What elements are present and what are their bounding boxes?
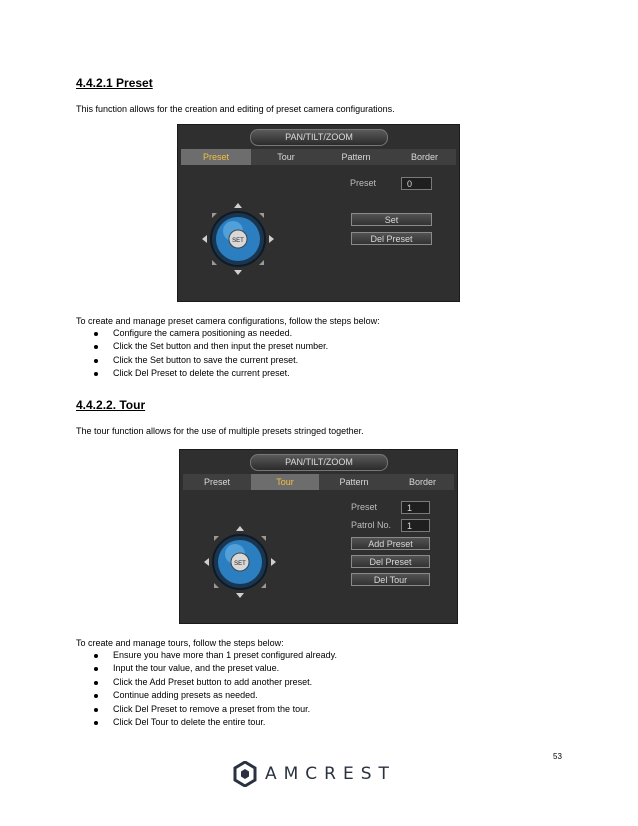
ptz-panel-tour	[179, 449, 458, 624]
arrow-down-left-icon[interactable]	[212, 260, 217, 265]
preset-label: Preset	[350, 178, 377, 188]
arrow-down-left-icon[interactable]	[214, 583, 219, 588]
preset-intro: This function allows for the creation and editing of preset camera configurations.	[76, 104, 395, 114]
del-tour-button[interactable]: Del Tour	[351, 573, 430, 586]
arrow-left-icon[interactable]	[204, 558, 209, 566]
arrow-up-right-icon[interactable]	[261, 536, 266, 541]
tour-intro: The tour function allows for the use of multiple presets stringed together.	[76, 426, 364, 436]
arrow-up-icon[interactable]	[236, 526, 244, 531]
arrow-right-icon[interactable]	[269, 235, 274, 243]
arrow-up-right-icon[interactable]	[259, 213, 264, 218]
set-button[interactable]: Set	[351, 213, 432, 226]
arrow-right-icon[interactable]	[271, 558, 276, 566]
preset-steps-intro: To create and manage preset camera configurations, follow the steps below:	[76, 316, 380, 326]
add-preset-button[interactable]: Add Preset	[351, 537, 430, 550]
list-item: Click the Set button and then input the preset number.	[76, 340, 328, 353]
patrol-number-field[interactable]: 1	[401, 519, 430, 532]
arrow-up-left-icon[interactable]	[212, 213, 217, 218]
tab-bar	[183, 474, 454, 490]
tab-pattern[interactable]: Pattern	[339, 477, 369, 487]
del-preset-button[interactable]: Del Preset	[351, 232, 432, 245]
list-item: Click Del Preset to delete the current preset.	[76, 367, 328, 380]
tab-border[interactable]: Border	[408, 477, 436, 487]
preset-steps-list	[76, 327, 328, 381]
list-item: Click the Add Preset button to add another preset.	[76, 676, 337, 689]
arrow-up-icon[interactable]	[234, 203, 242, 208]
preset-number-field[interactable]: 1	[401, 501, 430, 514]
tab-tour[interactable]: Tour	[251, 474, 319, 490]
arrow-down-icon[interactable]	[234, 270, 242, 275]
brand-name: AMCREST	[265, 764, 396, 784]
tab-bar	[181, 149, 456, 165]
tour-steps-list	[76, 649, 337, 729]
panel-title: PAN/TILT/ZOOM	[250, 454, 388, 471]
preset-number-field[interactable]: 0	[401, 177, 432, 190]
ptz-panel-preset	[177, 124, 460, 302]
tab-tour[interactable]: Tour	[277, 152, 295, 162]
list-item: Click the Set button to save the current preset.	[76, 354, 328, 367]
arrow-down-right-icon[interactable]	[259, 260, 264, 265]
list-item: Continue adding presets as needed.	[76, 689, 337, 702]
patrol-no-label: Patrol No.	[351, 520, 392, 530]
tab-preset[interactable]: Preset	[181, 149, 251, 165]
list-item: Click Del Preset to remove a preset from the tour.	[76, 703, 337, 716]
brand-logo	[233, 761, 396, 787]
list-item: Ensure you have more than 1 preset configured already.	[76, 649, 337, 662]
arrow-down-right-icon[interactable]	[261, 583, 266, 588]
set-center-label: SET	[234, 561, 246, 567]
del-preset-button[interactable]: Del Preset	[351, 555, 430, 568]
ptz-joystick[interactable]	[200, 201, 276, 277]
arrow-down-icon[interactable]	[236, 593, 244, 598]
tab-pattern[interactable]: Pattern	[341, 152, 371, 162]
set-center-label: SET	[232, 238, 244, 244]
arrow-left-icon[interactable]	[202, 235, 207, 243]
section-heading-tour: 4.4.2.2. Tour	[76, 398, 146, 412]
amcrest-logo-icon	[233, 761, 257, 787]
arrow-up-left-icon[interactable]	[214, 536, 219, 541]
panel-title: PAN/TILT/ZOOM	[250, 129, 388, 146]
tab-preset[interactable]: Preset	[203, 477, 230, 487]
list-item: Input the tour value, and the preset value.	[76, 662, 337, 675]
section-heading-preset: 4.4.2.1 Preset	[76, 76, 153, 90]
tab-border[interactable]: Border	[410, 152, 438, 162]
preset-label: Preset	[351, 502, 378, 512]
tour-steps-intro: To create and manage tours, follow the steps below:	[76, 638, 284, 648]
list-item: Configure the camera positioning as needed.	[76, 327, 328, 340]
ptz-joystick[interactable]	[202, 524, 278, 600]
page-number: 53	[553, 752, 562, 761]
list-item: Click Del Tour to delete the entire tour.	[76, 716, 337, 729]
